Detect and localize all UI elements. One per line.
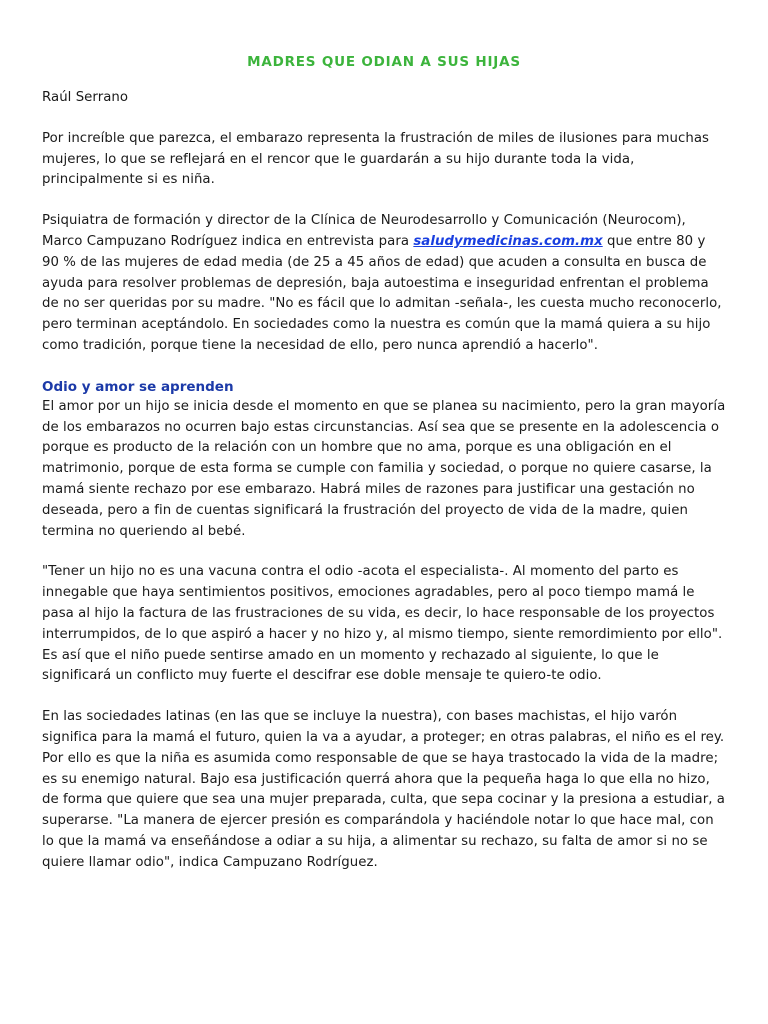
author-name: Raúl Serrano bbox=[42, 90, 129, 105]
source-link[interactable]: saludymedicinas.com.mx bbox=[413, 233, 603, 249]
document-title: MADRES QUE ODIAN A SUS HIJAS bbox=[247, 54, 521, 70]
paragraph-intro: Por increíble que parezca, el embarazo representa la frustración de miles de ilusiones para muchas mujeres, lo que se reflejará en el rencor que le guardarán a su hijo durante toda la vida, principalmente si es niña. bbox=[42, 130, 709, 188]
section-heading: Odio y amor se aprenden bbox=[42, 378, 234, 395]
paragraph-text-after-link: que entre 80 y 90 % de las mujeres de edad media (de 25 a 45 años de edad) que acuden a consulta en busca de ayuda para resolver problemas de depresión, baja autoestima e inseguridad enfrentan el problema de no ser queridas por su madre. "No es fácil que lo admitan -señala-, les cuesta mucho reconocerlo, pero terminan aceptándolo. En sociedades como la nuestra es común que la mamá quiera a su hijo como tradición, porque tiene la necesidad de ello, pero nunca aprendió a hacerlo". bbox=[42, 233, 722, 353]
paragraph-quote: "Tener un hijo no es una vacuna contra el odio -acota el especialista-. Al momento del parto es innegable que haya sentimientos positivos, emociones agradables, pero al poco tiempo mamá le pasa al hijo la factura de las frustraciones de su vida, es decir, lo hace responsable de los proyectos interrumpidos, de lo que aspiró a hacer y no hizo y, al mismo tiempo, siente remordimiento por ello". Es así que el niño puede sentirse amado en un momento y rechazado al siguiente, lo que le significará un conflicto muy fuerte el descifrar ese doble mensaje te quiero-te odio. bbox=[42, 564, 723, 684]
paragraph-psychiatrist bbox=[42, 211, 726, 357]
paragraph-text-before-link: Psiquiatra de formación y director de la Clínica de Neurodesarrollo y Comunicación (Neurocom), Marco Campuzano Rodríguez indica en entrevista para bbox=[42, 213, 686, 249]
paragraph-love-hate: El amor por un hijo se inicia desde el momento en que se planea su nacimiento, pero la gran mayoría de los embarazos no ocurren bajo estas circunstancias. Así sea que se presente en la adolescencia o porque es producto de la relación con un hombre que no ama, porque es una obligación en el matrimonio, porque de esta forma se cumple con familia y sociedad, o porque no quiere casarse, la mamá siente rechazo por ese embarazo. Habrá miles de razones para justificar una gestación no deseada, pero a fin de cuentas significará la frustración del proyecto de vida de la madre, quien termina no queriendo al bebé. bbox=[42, 398, 726, 539]
paragraph-latin-societies: En las sociedades latinas (en las que se incluye la nuestra), con bases machistas, el hijo varón significa para la mamá el futuro, quien la va a ayudar, a proteger; en otras palabras, el niño es el rey. Por ello es que la niña es asumida como responsable de que se haya trastocado la vida de la madre; es su enemigo natural. Bajo esa justificación querrá ahora que la pequeña haga lo que ella no hizo, de forma que quiere que sea una mujer preparada, culta, que sepa cocinar y la presiona a estudiar, a superarse. "La manera de ejercer presión es comparándola y haciéndole notar lo que hace mal, con lo que la mamá va enseñándose a odiar a su hija, a alimentar su rechazo, su falta de amor si no se quiere llamar odio", indica Campuzano Rodríguez. bbox=[42, 709, 725, 870]
document-page bbox=[42, 52, 726, 894]
